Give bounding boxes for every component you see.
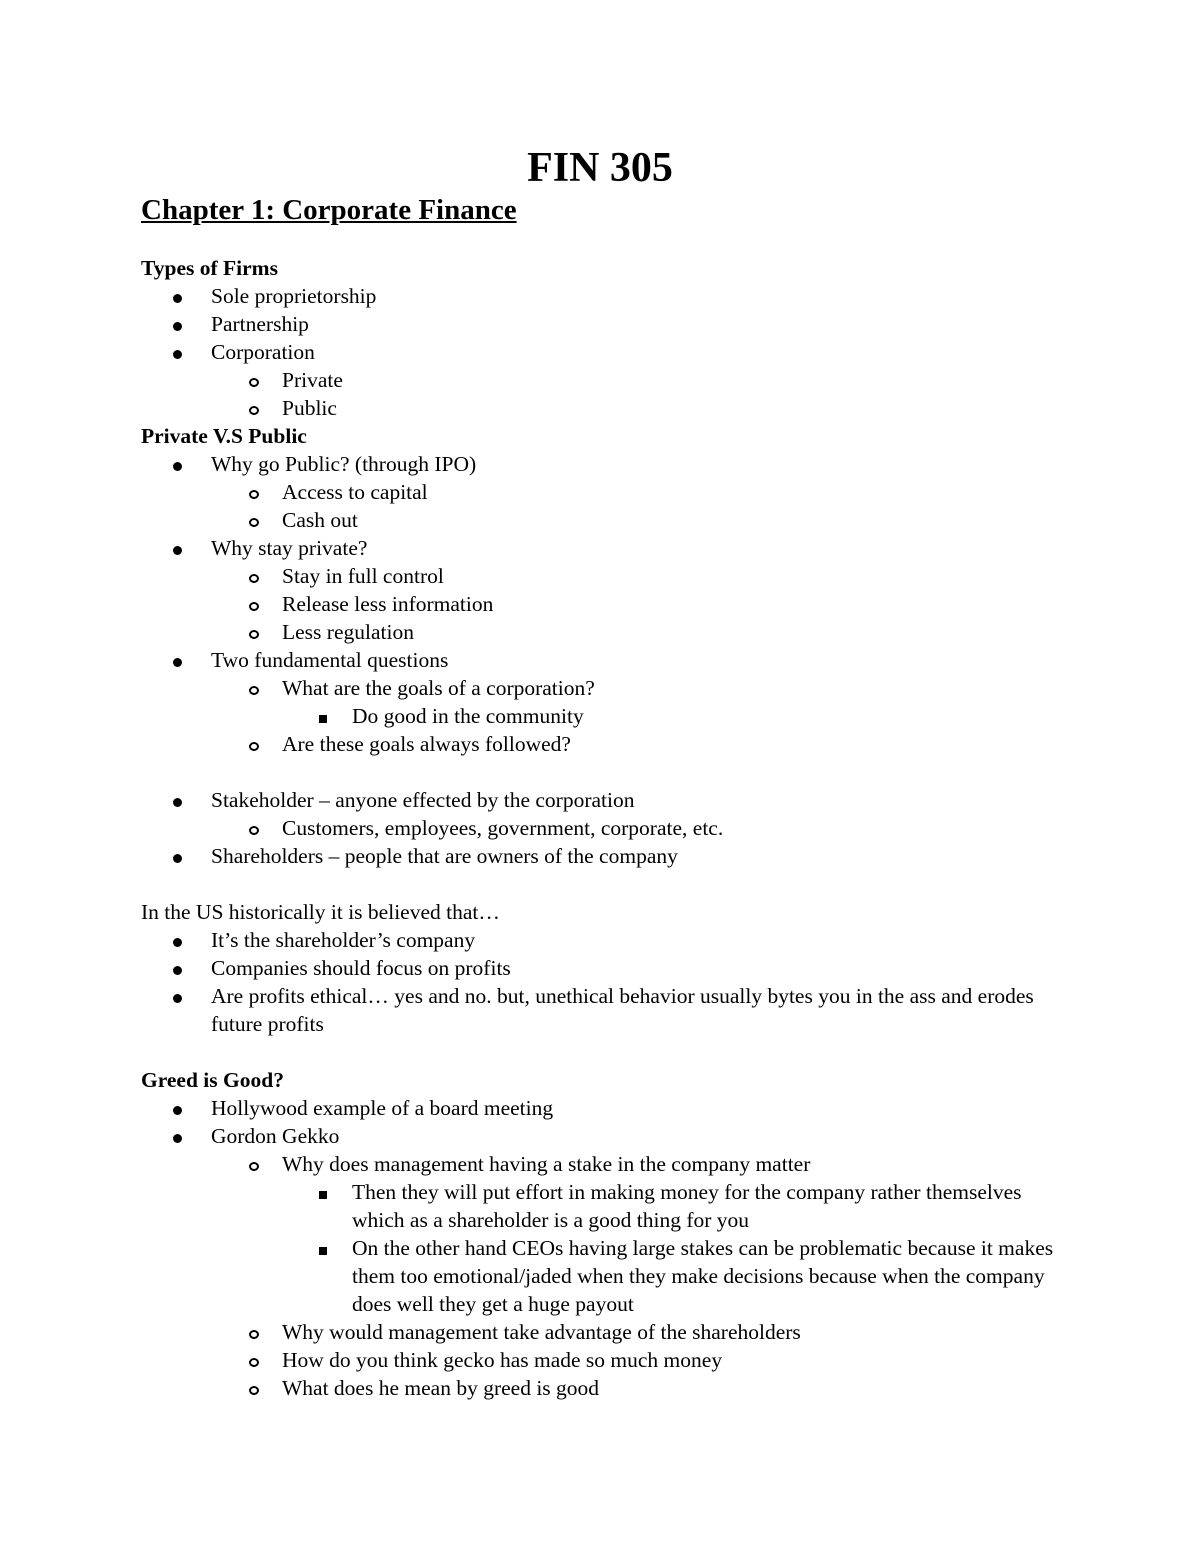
list-item: Why go Public? (through IPO) [141,450,1071,478]
sub-list-item: Customers, employees, government, corporate, etc. [141,814,1071,842]
list-item: Two fundamental questions [141,646,1071,674]
circle-bullet-icon [249,674,259,702]
list-item: Shareholders – people that are owners of the company [141,842,1071,870]
sub-sub-list-item: Then they will put effort in making money for the company rather themselves which as a shareholder is a good thing for you [141,1178,1071,1234]
circle-bullet-icon [249,730,259,758]
sub-list-item: How do you think gecko has made so much money [141,1346,1071,1374]
list-item: Are profits ethical… yes and no. but, unethical behavior usually bytes you in the ass and erodes future profits [141,982,1071,1038]
bullet-icon [173,534,182,562]
sub-list-item: Why does management having a stake in the company matter [141,1150,1071,1178]
spacer [141,758,1071,786]
bullet-icon [173,282,182,310]
bullet-icon [173,310,182,338]
sub-sub-list-item: Do good in the community [141,702,1071,730]
paragraph-us-history: In the US historically it is believed that… [141,900,500,924]
bullet-icon [173,842,182,870]
section-heading-greed-is-good: Greed is Good? [141,1068,284,1092]
square-bullet-icon [319,1178,327,1206]
list-item: Sole proprietorship [141,282,1071,310]
notes-body [141,254,1071,1402]
list-item: Companies should focus on profits [141,954,1071,982]
bullet-icon [173,926,182,954]
circle-bullet-icon [249,478,259,506]
list-item: Why stay private? [141,534,1071,562]
sub-list-item: What does he mean by greed is good [141,1374,1071,1402]
list-item: Gordon Gekko [141,1122,1071,1150]
list-item: It’s the shareholder’s company [141,926,1071,954]
bullet-icon [173,786,182,814]
list-item: Partnership [141,310,1071,338]
list-item: Stakeholder – anyone effected by the corporation [141,786,1071,814]
bullet-icon [173,450,182,478]
list-item: Corporation [141,338,1071,366]
section-heading-types-of-firms: Types of Firms [141,256,278,280]
circle-bullet-icon [249,1374,259,1402]
circle-bullet-icon [249,1318,259,1346]
circle-bullet-icon [249,590,259,618]
sub-list-item: Public [141,394,1071,422]
circle-bullet-icon [249,618,259,646]
circle-bullet-icon [249,814,259,842]
bullet-icon [173,1094,182,1122]
spacer [141,870,1071,898]
sub-sub-list-item: On the other hand CEOs having large stakes can be problematic because it makes them too emotional/jaded when they make decisions because when the company does well they get a huge payout [141,1234,1071,1318]
sub-list-item: What are the goals of a corporation? [141,674,1071,702]
circle-bullet-icon [249,562,259,590]
spacer [141,1038,1071,1066]
circle-bullet-icon [249,366,259,394]
sub-list-item: Why would management take advantage of the shareholders [141,1318,1071,1346]
square-bullet-icon [319,702,327,730]
document-title: FIN 305 [527,145,673,191]
circle-bullet-icon [249,506,259,534]
circle-bullet-icon [249,394,259,422]
sub-list-item: Stay in full control [141,562,1071,590]
circle-bullet-icon [249,1150,259,1178]
sub-list-item: Access to capital [141,478,1071,506]
chapter-heading: Chapter 1: Corporate Finance [141,194,517,226]
bullet-icon [173,338,182,366]
sub-list-item: Release less information [141,590,1071,618]
bullet-icon [173,646,182,674]
square-bullet-icon [319,1234,327,1262]
bullet-icon [173,982,182,1010]
bullet-icon [173,1122,182,1150]
section-heading-private-vs-public: Private V.S Public [141,424,307,448]
list-item: Hollywood example of a board meeting [141,1094,1071,1122]
sub-list-item: Are these goals always followed? [141,730,1071,758]
circle-bullet-icon [249,1346,259,1374]
sub-list-item: Cash out [141,506,1071,534]
bullet-icon [173,954,182,982]
sub-list-item: Less regulation [141,618,1071,646]
sub-list-item: Private [141,366,1071,394]
